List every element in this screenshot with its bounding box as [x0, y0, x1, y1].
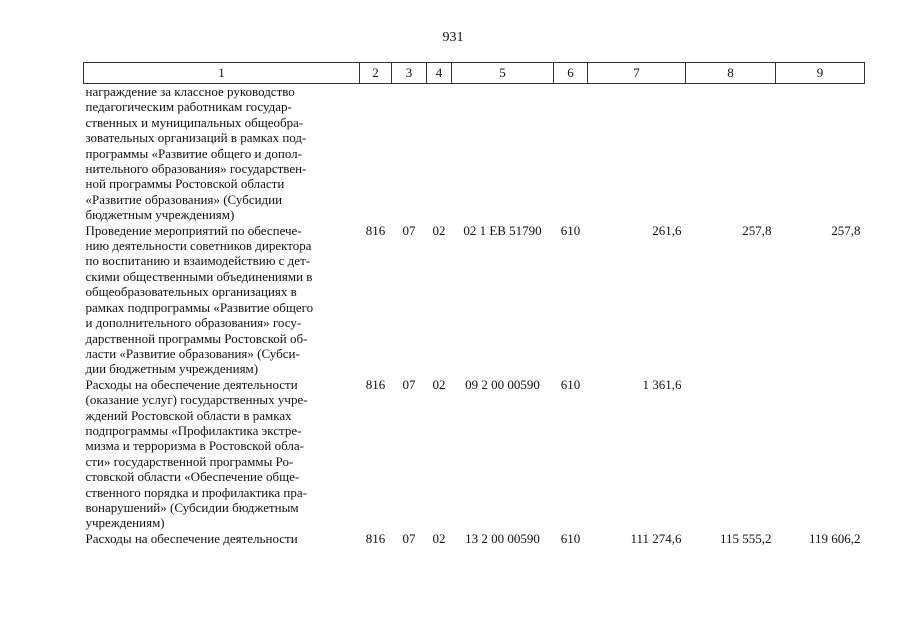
- table-row: [84, 84, 865, 223]
- target-code-cell: [452, 84, 554, 223]
- ministry-code-cell: 816: [365, 530, 386, 546]
- name-line: ственного порядка и профилактика пра-: [85, 484, 307, 500]
- name-line: подпрограммы «Профилактика экстре-: [85, 422, 302, 438]
- name-line: программы «Развитие общего и допол-: [85, 145, 302, 161]
- column-number-header-row: [84, 63, 865, 84]
- name-line: стовской области «Обеспечение обще-: [85, 469, 300, 485]
- subsection-code-cell: [427, 84, 452, 223]
- table-row: [84, 531, 865, 546]
- target-code-cell: 02 1 EB 51790: [463, 222, 542, 238]
- expense-type-cell: [554, 84, 588, 223]
- name-line: Расходы на обеспечение деятельности: [85, 530, 298, 546]
- column-header-2: 2: [360, 63, 392, 84]
- subsection-code-cell: 02: [432, 376, 446, 392]
- ministry-code-cell: [360, 84, 392, 223]
- amount-cell-8: [686, 377, 776, 531]
- target-code-cell: 09 2 00 00590: [465, 376, 540, 392]
- column-header-6: 6: [554, 63, 588, 84]
- section-code-cell: 07: [402, 530, 416, 546]
- name-line: скими общественными объединениями в: [85, 268, 313, 284]
- name-line: общеобразовательных организациях в: [85, 284, 297, 300]
- name-line: награждение за классное руководство: [85, 84, 295, 99]
- amount-cell-7: 111 274,6: [630, 530, 682, 546]
- name-line: рамках подпрограммы «Развитие общего: [85, 299, 314, 315]
- amount-cell-9: 257,8: [831, 222, 861, 238]
- name-line: дарственной программы Ростовской об-: [85, 330, 308, 346]
- target-code-cell: 13 2 00 00590: [465, 530, 540, 546]
- name-line: «Развитие образования» (Субсидии: [85, 191, 283, 207]
- page-number: 931: [442, 30, 464, 45]
- name-line: Расходы на обеспечение деятельности: [85, 376, 298, 392]
- expense-type-cell: 610: [560, 530, 581, 546]
- column-header-3: 3: [392, 63, 427, 84]
- name-line: нию деятельности советников директора: [85, 238, 312, 254]
- table-row: [84, 377, 865, 531]
- column-header-9: 9: [776, 63, 865, 84]
- amount-cell-9: [776, 84, 865, 223]
- name-line: нительного образования» государствен-: [85, 161, 307, 177]
- name-line: сти» государственной программы Ро-: [85, 453, 294, 469]
- name-line: зовательных организаций в рамках под-: [85, 130, 307, 146]
- budget-table: [83, 62, 865, 546]
- name-line: по воспитанию и взаимодействию с дет-: [85, 253, 311, 269]
- name-line: дии бюджетным учреждениям): [85, 361, 259, 377]
- name-line: педагогическим работникам государ-: [85, 99, 292, 115]
- name-line: и дополнительного образования» госу-: [85, 315, 302, 331]
- row-name-cell: [84, 84, 360, 223]
- column-header-5: 5: [452, 63, 554, 84]
- name-line: мизма и терроризма в Ростовской обла-: [85, 438, 304, 454]
- name-line: Проведение мероприятий по обеспече-: [85, 222, 302, 238]
- column-header-7: 7: [588, 63, 686, 84]
- column-header-8: 8: [686, 63, 776, 84]
- row-name-cell: [84, 223, 360, 377]
- section-code-cell: 07: [402, 222, 416, 238]
- name-line: ласти «Развитие образования» (Субси-: [85, 345, 300, 361]
- expense-type-cell: 610: [560, 376, 581, 392]
- subsection-code-cell: 02: [432, 222, 446, 238]
- ministry-code-cell: 816: [365, 222, 386, 238]
- amount-cell-7: [588, 84, 686, 223]
- amount-cell-9: [776, 377, 865, 531]
- section-code-cell: 07: [402, 376, 416, 392]
- amount-cell-7: 261,6: [652, 222, 682, 238]
- name-line: учреждениям): [85, 515, 165, 531]
- column-header-4: 4: [427, 63, 452, 84]
- table-row: [84, 223, 865, 377]
- amount-cell-7: 1 361,6: [642, 376, 682, 392]
- name-line: ной программы Ростовской области: [85, 176, 285, 192]
- row-name-cell: [84, 377, 360, 531]
- name-line: вонарушений» (Субсидии бюджетным: [85, 499, 299, 515]
- row-name-cell: [84, 531, 360, 546]
- name-line: ждений Ростовской области в рамках: [85, 407, 292, 423]
- amount-cell-8: 115 555,2: [719, 530, 772, 546]
- name-line: (оказание услуг) государственных учре-: [85, 392, 308, 408]
- column-header-1: 1: [84, 63, 360, 84]
- section-code-cell: [392, 84, 427, 223]
- amount-cell-9: 119 606,2: [808, 530, 861, 546]
- amount-cell-8: 257,8: [742, 222, 772, 238]
- expense-type-cell: 610: [560, 222, 581, 238]
- name-line: бюджетным учреждениям): [85, 207, 235, 223]
- ministry-code-cell: 816: [365, 376, 386, 392]
- amount-cell-8: [686, 84, 776, 223]
- subsection-code-cell: 02: [432, 530, 446, 546]
- name-line: ственных и муниципальных общеобра-: [85, 114, 304, 130]
